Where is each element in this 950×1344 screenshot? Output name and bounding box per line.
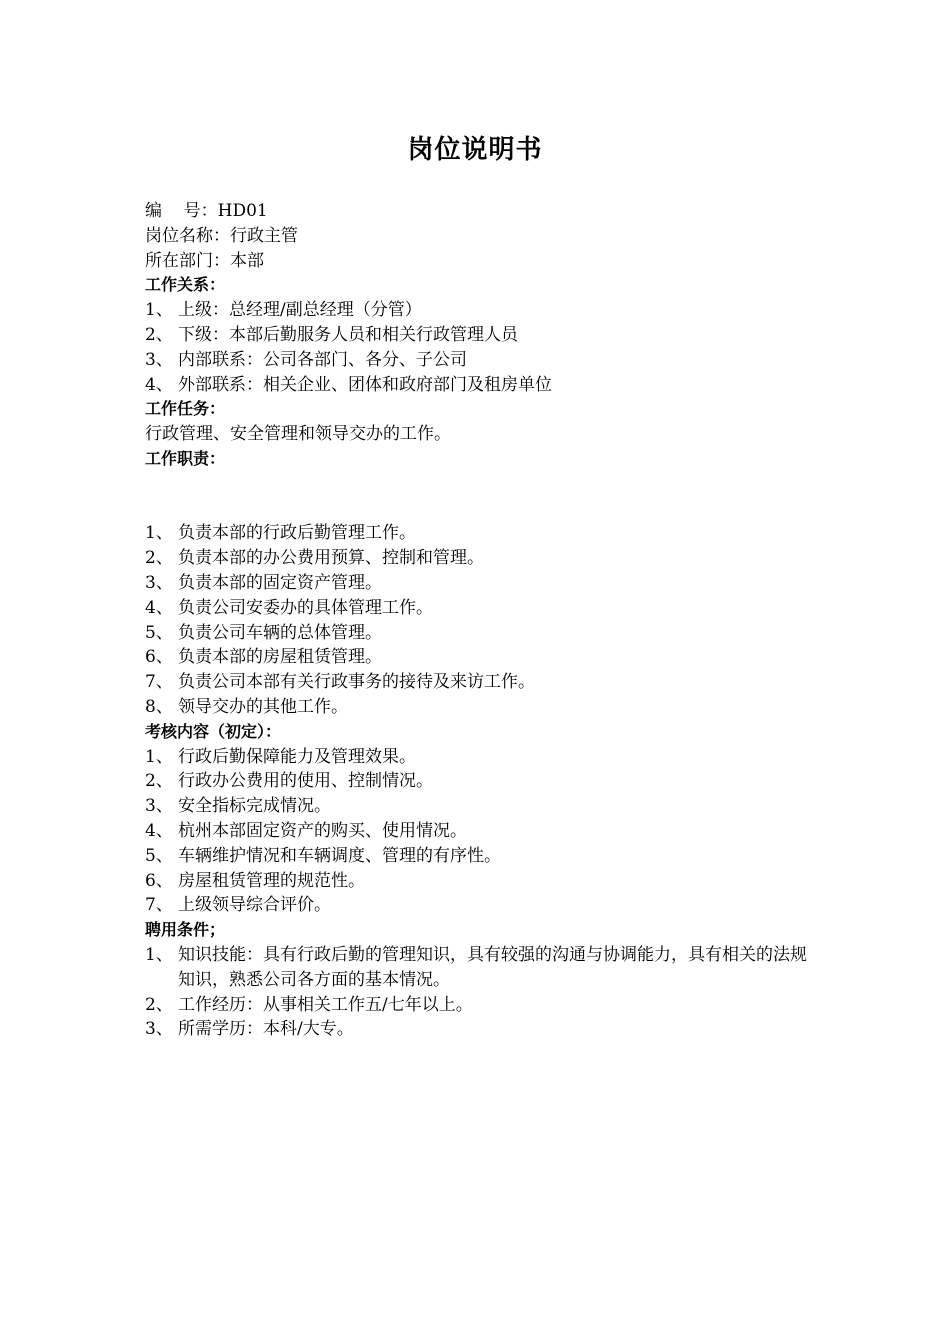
item-number: 2、 bbox=[145, 771, 173, 792]
item-number: 2、 bbox=[145, 324, 173, 345]
requirements-item bbox=[145, 993, 815, 1018]
item-number: 6、 bbox=[145, 647, 173, 668]
assessment-item bbox=[145, 745, 815, 770]
item-number: 1、 bbox=[145, 523, 173, 544]
item-number: 1、 bbox=[145, 746, 173, 767]
code-field: 编 号：HD01 bbox=[145, 201, 268, 221]
requirements-item bbox=[145, 943, 815, 993]
document-title: 岗位说明书 bbox=[407, 135, 543, 165]
item-number: 2、 bbox=[145, 994, 173, 1015]
item-text: 内部联系：公司各部门、各分、子公司 bbox=[178, 349, 467, 370]
item-text: 下级：本部后勤服务人员和相关行政管理人员 bbox=[178, 324, 518, 345]
item-number: 6、 bbox=[145, 870, 173, 891]
item-text: 行政后勤保障能力及管理效果。 bbox=[178, 746, 416, 767]
item-text: 工作经历：从事相关工作五/七年以上。 bbox=[178, 994, 473, 1015]
duties-item bbox=[145, 521, 815, 546]
requirements-heading: 聘用条件； bbox=[145, 920, 226, 940]
assessment-item bbox=[145, 819, 815, 844]
relations-item bbox=[145, 348, 815, 373]
assessment-heading: 考核内容（初定）： bbox=[145, 721, 282, 741]
item-number: 4、 bbox=[145, 820, 173, 841]
duties-item bbox=[145, 621, 815, 646]
item-number: 7、 bbox=[145, 672, 173, 693]
item-number: 5、 bbox=[145, 622, 173, 643]
item-text: 行政办公费用的使用、控制情况。 bbox=[178, 771, 433, 792]
item-text: 上级领导综合评价。 bbox=[178, 895, 331, 916]
item-text: 知识技能：具有行政后勤的管理知识，具有较强的沟通与协调能力，具有相关的法规知识，熟悉公司各方面的基本情况。 bbox=[178, 944, 807, 990]
position-name-field: 岗位名称：行政主管 bbox=[145, 225, 298, 246]
item-number: 7、 bbox=[145, 895, 173, 916]
item-text: 负责本部的行政后勤管理工作。 bbox=[178, 523, 416, 544]
duties-heading: 工作职责： bbox=[145, 448, 226, 468]
duties-item bbox=[145, 546, 815, 571]
relations-heading: 工作关系： bbox=[145, 275, 226, 295]
item-number: 4、 bbox=[145, 597, 173, 618]
requirements-item bbox=[145, 1017, 815, 1042]
duties-item bbox=[145, 571, 815, 596]
item-number: 1、 bbox=[145, 300, 173, 321]
item-text: 外部联系：相关企业、团体和政府部门及租房单位 bbox=[178, 374, 552, 395]
item-text: 杭州本部固定资产的购买、使用情况。 bbox=[178, 820, 467, 841]
item-number: 3、 bbox=[145, 1019, 173, 1040]
relations-item bbox=[145, 373, 815, 398]
relations-item bbox=[145, 298, 815, 323]
duties-item bbox=[145, 695, 815, 720]
item-number: 3、 bbox=[145, 796, 173, 817]
item-text: 房屋租赁管理的规范性。 bbox=[178, 870, 365, 891]
duties-item bbox=[145, 596, 815, 621]
assessment-item bbox=[145, 869, 815, 894]
item-text: 负责本部的办公费用预算、控制和管理。 bbox=[178, 548, 484, 569]
tasks-heading: 工作任务： bbox=[145, 399, 226, 419]
assessment-item bbox=[145, 893, 815, 918]
assessment-item bbox=[145, 844, 815, 869]
item-number: 3、 bbox=[145, 349, 173, 370]
item-text: 负责本部的房屋租赁管理。 bbox=[178, 647, 382, 668]
item-number: 1、 bbox=[145, 944, 173, 965]
item-number: 8、 bbox=[145, 696, 173, 717]
tasks-text: 行政管理、安全管理和领导交办的工作。 bbox=[145, 424, 451, 445]
item-text: 所需学历：本科/大专。 bbox=[178, 1019, 354, 1040]
assessment-item bbox=[145, 794, 815, 819]
blank-space bbox=[145, 472, 815, 522]
document-body bbox=[145, 199, 815, 1042]
item-text: 负责公司本部有关行政事务的接待及来访工作。 bbox=[178, 672, 535, 693]
item-text: 负责公司安委办的具体管理工作。 bbox=[178, 597, 433, 618]
item-number: 5、 bbox=[145, 845, 173, 866]
item-text: 领导交办的其他工作。 bbox=[178, 696, 348, 717]
item-number: 2、 bbox=[145, 548, 173, 569]
item-number: 4、 bbox=[145, 374, 173, 395]
department-field: 所在部门：本部 bbox=[145, 250, 264, 271]
item-number: 3、 bbox=[145, 572, 173, 593]
item-text: 负责公司车辆的总体管理。 bbox=[178, 622, 382, 643]
item-text: 上级：总经理/副总经理（分管） bbox=[178, 300, 422, 321]
duties-item bbox=[145, 645, 815, 670]
item-text: 负责本部的固定资产管理。 bbox=[178, 572, 382, 593]
assessment-item bbox=[145, 769, 815, 794]
duties-item bbox=[145, 670, 815, 695]
item-text: 车辆维护情况和车辆调度、管理的有序性。 bbox=[178, 845, 501, 866]
item-text: 安全指标完成情况。 bbox=[178, 796, 331, 817]
relations-item bbox=[145, 323, 815, 348]
